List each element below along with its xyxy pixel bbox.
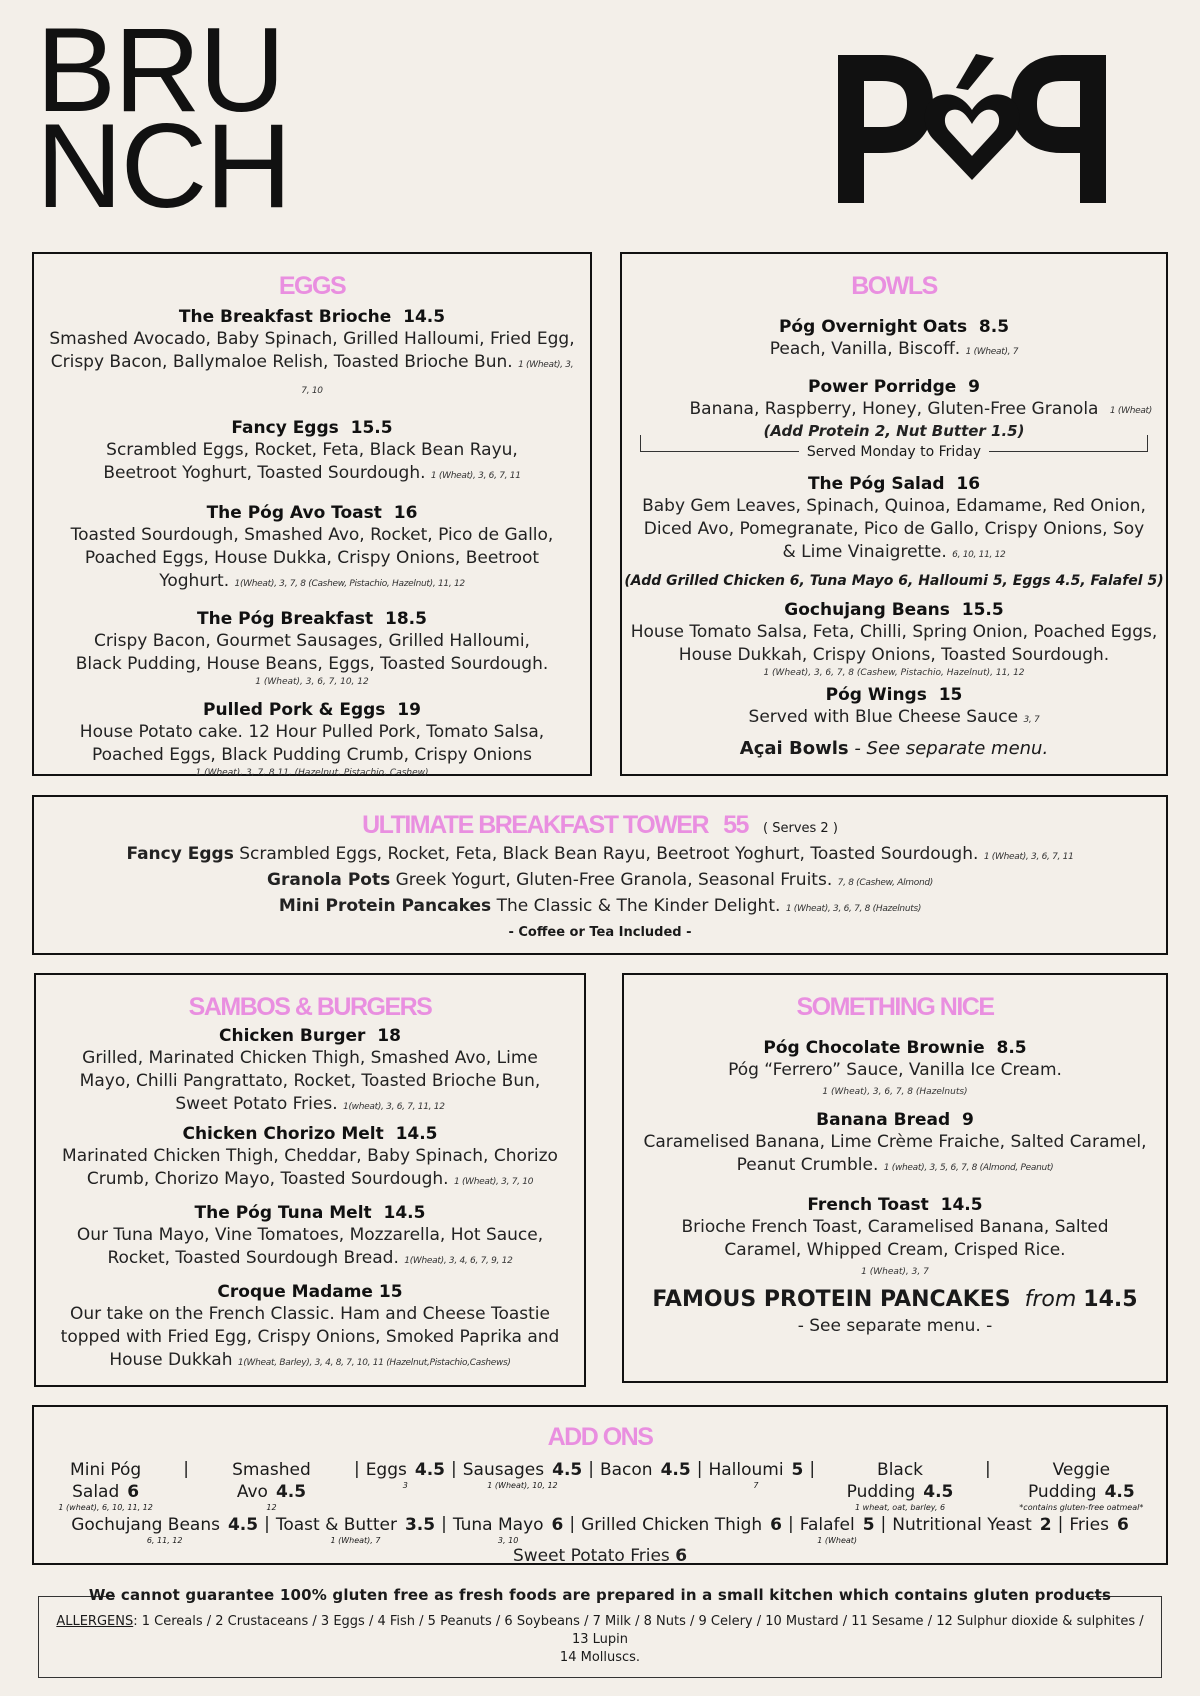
addon-price: 6 [770,1515,782,1535]
addon-item [800,1514,875,1545]
item-name: French Toast [807,1195,929,1215]
item-name: The Breakfast Brioche [178,307,392,327]
addon-name: Bacon [599,1460,653,1480]
item-name: The Pόg Avo Toast [206,503,382,523]
item-price: 14.5 [395,1124,438,1144]
served-bracket [640,441,1148,463]
item-name: Power Porridge [808,377,957,397]
item-allergens: 1 (Wheat), 3, 6, 7, 8 (Hazelnuts) [822,1087,968,1097]
item-price: 19 [397,700,421,720]
addon-price: 6 [1116,1515,1129,1535]
addon-separator: | [451,1459,457,1479]
addon-item [1069,1514,1128,1545]
famous-price: 14.5 [1083,1287,1138,1312]
item-description: Grilled, Marinated Chicken Thigh, Smashed Avo, Lime Mayo, Chilli Pangrattato, Rocket, Toasted Brioche Bun, Sweet Potato Fries. [79,1048,541,1114]
addon-name: Smashed Avo [232,1460,311,1502]
item-description: House Potato cake. 12 Hour Pulled Pork, Tomato Salsa, Poached Eggs, Black Pudding Crumb, Crispy Onions [79,722,545,765]
item-description: Served with Blue Cheese Sauce [748,707,1019,727]
allergen-legend [39,1613,1161,1649]
item-price: 16 [393,503,418,523]
menu-item [36,1025,584,1119]
addons-row [34,1545,1166,1568]
item-allergens: 1(Wheat, Barley), 3, 4, 8, 7, 10, 11 (Hazelnut,Pistachio,Cashews) [237,1358,511,1368]
addon-allergens: 1 (Wheat) [817,1536,858,1545]
item-description: Crispy Bacon, Gourmet Sausages, Grilled Halloumi, Black Pudding, House Beans, Eggs, Toasted Sourdough. [75,631,549,674]
nice-header: SOMETHING NICE [796,993,994,1021]
addon-separator: | [788,1514,794,1534]
addon-allergens: 1 (Wheat), 7 [330,1536,381,1545]
addon-name: Sausages [462,1460,545,1480]
addon-allergens: 1 (Wheat), 10, 12 [487,1481,558,1490]
item-allergens: 1 (wheat), 3, 5, 6, 7, 8 (Almond, Peanut) [883,1163,1054,1173]
addon-separator: | [880,1514,887,1534]
item-price: 9 [968,377,980,397]
item-allergens: 1(Wheat), 3, 7, 8 (Cashew, Pistachio, Hazelnut), 11, 12 [234,579,465,589]
tower-section [32,795,1168,955]
tower-footer: - Coffee or Tea Included - [508,925,692,940]
menu-item [34,306,590,403]
addon-price: 5 [862,1515,875,1535]
item-allergens: 1 (Wheat), 3, 6, 7, 10, 12 [255,677,369,687]
tower-line-allergens: 1 (Wheat), 3, 6, 7, 11 [983,852,1074,862]
addon-name: Mini Póg Salad [70,1460,142,1502]
addon-item [892,1514,1051,1545]
menu-item [622,684,1166,732]
tower-line-name: Fancy Eggs [126,844,234,864]
addon-item [821,1459,979,1512]
addon-item [366,1459,445,1512]
menu-item [34,502,590,596]
item-description: Póg “Ferrero” Sauce, Vanilla Ice Cream. [728,1060,1062,1080]
addon-price: 5 [791,1460,804,1480]
item-description: Marinated Chicken Thigh, Cheddar, Baby Spinach, Chorizo Crumb, Chorizo Mayo, Toasted Sourdough. [62,1146,558,1189]
item-price: 16 [956,474,981,494]
item-name: Pulled Pork & Eggs [203,700,386,720]
tower-line [34,895,1166,921]
tower-line-name: Mini Protein Pancakes [278,896,492,916]
addon-allergens: 1 (wheat), 6, 10, 11, 12 [58,1503,153,1512]
item-price: 14.5 [383,1203,426,1223]
item-name: The Póg Tuna Melt [194,1203,372,1223]
tower-price: 55 [723,811,748,839]
item-price: 15.5 [350,418,393,438]
item-price: 15 [938,685,963,705]
addon-item [71,1514,258,1545]
item-description: Caramelised Banana, Lime Crème Fraiche, Salted Caramel, Peanut Crumble. [643,1132,1147,1175]
item-description: Baby Gem Leaves, Spinach, Quinoa, Edamame, Red Onion, Diced Avo, Pomegranate, Pico de Gallo, Crispy Onions, Soy & Lime Vinaigrette. [642,496,1146,562]
item-allergens: 1 (Wheat), 3, 6, 7, 8 (Cashew, Pistachio, Hazelnut), 11, 12 [763,668,1025,678]
tower-line-desc: Scrambled Eggs, Rocket, Feta, Black Bean Rayu, Beetroot Yoghurt, Toasted Sourdough. [239,844,979,864]
item-description: Peach, Vanilla, Biscoff. [769,339,961,359]
item-description: Our take on the French Classic. Ham and Cheese Toastie topped with Fried Egg, Crispy Onions, Smoked Paprika and House Dukkah [60,1304,560,1370]
addon-price: 4.5 [275,1482,307,1502]
tower-serves: ( Serves 2 ) [763,821,838,836]
served-note: Served Monday to Friday [799,444,989,460]
item-allergens: 1 (Wheat), 3, 7, 8 11, (Hazelnut, Pistachio, Cashew) [195,768,429,778]
addon-item [34,1459,177,1512]
item-price: 9 [962,1110,974,1130]
famous-note: - See separate menu. - [797,1316,993,1336]
addon-separator: | [984,1459,991,1479]
addon-name: Fries [1069,1515,1109,1535]
addon-price: 2 [1039,1515,1052,1535]
item-description: Smashed Avocado, Baby Spinach, Grilled Halloumi, Fried Egg, Crispy Bacon, Ballymaloe Relish, Toasted Brioche Bun. [49,329,575,372]
item-name: The Póg Breakfast [197,609,374,629]
acai-name: Açai Bowls [739,738,849,759]
addon-separator: | [183,1459,189,1479]
tower-header: ULTIMATE BREAKFAST TOWER [362,811,709,839]
item-price: 18.5 [385,609,427,629]
addon-name: Toast & Butter [275,1515,397,1535]
addon-allergens: 3, 10 [497,1536,519,1545]
addon-allergens: 6, 11, 12 [146,1536,183,1545]
allergen-list-cont: 14 Molluscs. [559,1650,641,1665]
allergen-notice [38,1586,1162,1678]
bowls-header: BOWLS [851,272,937,300]
item-price: 15.5 [961,600,1004,620]
addon-separator: | [809,1459,816,1479]
item-allergens: 1 (Wheat) [1109,406,1152,416]
pog-logo [838,40,1106,206]
tower-line-allergens: 1 (Wheat), 3, 6, 7, 8 (Hazelnuts) [785,904,922,914]
bowls-section [620,252,1168,776]
addon-name: Gochujang Beans [71,1515,220,1535]
item-name: The Póg Salad [807,474,945,494]
gluten-warning: We cannot guarantee 100% gluten free as fresh foods are prepared in a small kitchen which contains gluten products [88,1586,1112,1604]
addon-separator: | [441,1514,447,1534]
addon-price: 6 [551,1515,564,1535]
item-price: 14.5 [940,1195,983,1215]
addon-name: Black Pudding [846,1460,924,1502]
item-allergens: 6, 10, 11, 12 [952,550,1006,560]
item-name: Banana Bread [816,1110,951,1130]
addon-price: 4.5 [660,1460,691,1480]
addon-name: Halloumi [708,1460,784,1480]
item-description: House Tomato Salsa, Feta, Chilli, Spring Onion, Poached Eggs, House Dukkah, Crispy Onions, Toasted Sourdough. [630,622,1158,665]
menu-item [624,1037,1166,1099]
addon-item [276,1514,435,1545]
addon-price: 4.5 [414,1460,445,1480]
addon-price: 4.5 [227,1515,259,1535]
item-name: Fancy Eggs [231,418,339,438]
tower-line-desc: Greek Yogurt, Gluten-Free Granola, Seasonal Fruits. [395,870,833,890]
addon-allergens: 3 [402,1481,408,1490]
menu-item [624,1109,1166,1180]
menu-item [34,608,590,689]
menu-item [36,1281,584,1375]
item-allergens: 1(wheat), 3, 6, 7, 11, 12 [343,1102,445,1112]
acai-note [622,736,1166,762]
addon-price: 3.5 [404,1515,436,1535]
page-title [36,3,290,233]
tower-line-name: Granola Pots [267,870,391,890]
addon-name: Falafel [799,1515,855,1535]
famous-pancakes [624,1285,1166,1315]
item-name: Póg Chocolate Brownie [763,1038,985,1058]
addon-item [453,1514,564,1545]
item-allergens: 1 (Wheat), 3, 7 [861,1267,929,1277]
addon-allergens: 1 wheat, oat, barley, 6 [855,1503,946,1512]
addon-separator: | [588,1459,594,1479]
item-allergens: 1(Wheat), 3, 4, 6, 7, 9, 12 [404,1256,513,1266]
tower-line-allergens: 7, 8 (Cashew, Almond) [837,878,933,888]
allergen-list: : 1 Cereals / 2 Crustaceans / 3 Eggs / 4 Fish / 5 Peanuts / 6 Soybeans / 7 Milk / 8 Nuts / 9 Celery / 10 Mustard / 11 Sesame / 12 Sulphur dioxide & sulphites / 13 Lupin [133,1614,1144,1647]
addon-separator: | [264,1514,270,1534]
menu-item [34,417,590,488]
item-name: Croque Madame [217,1282,373,1302]
addon-allergens: *contains gluten-free oatmeal* [1019,1503,1144,1512]
famous-from: from [1024,1287,1077,1312]
title-line-1: BRU [36,3,284,137]
menu-item [624,1194,1166,1279]
addon-item [463,1459,583,1512]
eggs-section [32,252,592,776]
menu-item [34,699,590,780]
addon-allergens: 7 [753,1481,759,1490]
addon-allergens: 12 [266,1503,277,1512]
item-allergens: 1 (Wheat), 3, 7, 10 [301,360,574,396]
tower-line [34,843,1166,869]
item-description: Scrambled Eggs, Rocket, Feta, Black Bean Rayu, Beetroot Yoghurt, Toasted Sourdough. [103,440,518,483]
item-allergens: 1 (Wheat), 7 [965,347,1019,357]
salad-addon: (Add Grilled Chicken 6, Tuna Mayo 6, Halloumi 5, Eggs 4.5, Falafel 5) [624,573,1164,589]
item-price: 18 [377,1026,401,1046]
addons-header: ADD ONS [547,1423,653,1451]
item-name: Póg Overnight Oats [778,317,968,337]
menu-item [622,473,1166,591]
menu-item [36,1202,584,1273]
addon-separator: | [696,1459,703,1479]
addons-row [34,1514,1166,1545]
addon-item [581,1514,782,1545]
addon-separator: | [569,1514,576,1534]
title-line-2: NCH [36,99,290,233]
item-description: Our Tuna Mayo, Vine Tomatoes, Mozzarella, Hot Sauce, Rocket, Toasted Sourdough Bread. [76,1225,544,1268]
sambos-header: SAMBOS & BURGERS [188,993,432,1021]
addon-item [708,1459,803,1512]
item-name: Póg Wings [825,685,927,705]
item-price: 15 [378,1282,403,1302]
addon-name: Grilled Chicken Thigh [581,1515,763,1535]
eggs-header: EGGS [278,272,346,300]
addon-price: 6 [127,1482,140,1502]
addon-price: 6 [675,1546,688,1566]
sambos-section [34,973,586,1387]
menu-item [622,316,1166,364]
addon-name: Veggie Pudding [1027,1460,1111,1502]
menu-item [622,599,1166,680]
item-allergens: 3, 7 [1023,715,1040,725]
item-price: 8.5 [978,317,1010,337]
addons-row [34,1459,1166,1512]
addon-separator: | [353,1459,360,1479]
addon-item [997,1459,1166,1512]
tower-line [34,869,1166,895]
item-allergens: 1 (Wheat), 3, 6, 7, 11 [430,471,521,481]
addons-section [32,1405,1168,1565]
addon-separator: | [1057,1514,1064,1534]
famous-name: FAMOUS PROTEIN PANCAKES [652,1287,1011,1312]
addon-item [195,1459,348,1512]
tower-line-desc: The Classic & The Kinder Delight. [496,896,781,916]
addon-price: 4.5 [1104,1482,1135,1502]
nice-section [622,973,1168,1383]
menu-item [36,1123,584,1194]
addon-name: Sweet Potato Fries [512,1546,670,1566]
addon-price: 4.5 [923,1482,954,1502]
addon-name: Tuna Mayo [452,1515,544,1535]
item-price: 8.5 [996,1038,1027,1058]
addon-name: Nutritional Yeast [892,1515,1032,1535]
item-name: Chicken Chorizo Melt [182,1124,384,1144]
item-description: Toasted Sourdough, Smashed Avo, Rocket, Pico de Gallo, Poached Eggs, House Dukka, Crispy Onions, Beetroot Yoghurt. [70,525,554,591]
addon-price: 4.5 [552,1460,583,1480]
item-price: 14.5 [403,307,446,327]
item-description: Brioche French Toast, Caramelised Banana, Salted Caramel, Whipped Cream, Crisped Rice. [681,1217,1109,1260]
addon-name: Eggs [365,1460,407,1480]
allergen-label: ALLERGENS [56,1614,134,1629]
menu-item [622,376,1166,463]
addon-item [600,1459,691,1512]
item-name: Chicken Burger [219,1026,366,1046]
item-description: Banana, Raspberry, Honey, Gluten-Free Granola [689,399,1099,419]
porridge-addon: (Add Protein 2, Nut Butter 1.5) [763,422,1025,440]
item-name: Gochujang Beans [784,600,950,620]
acai-separate: - See separate menu. [854,738,1049,759]
item-allergens: 1 (Wheat), 3, 7, 10 [453,1177,534,1187]
